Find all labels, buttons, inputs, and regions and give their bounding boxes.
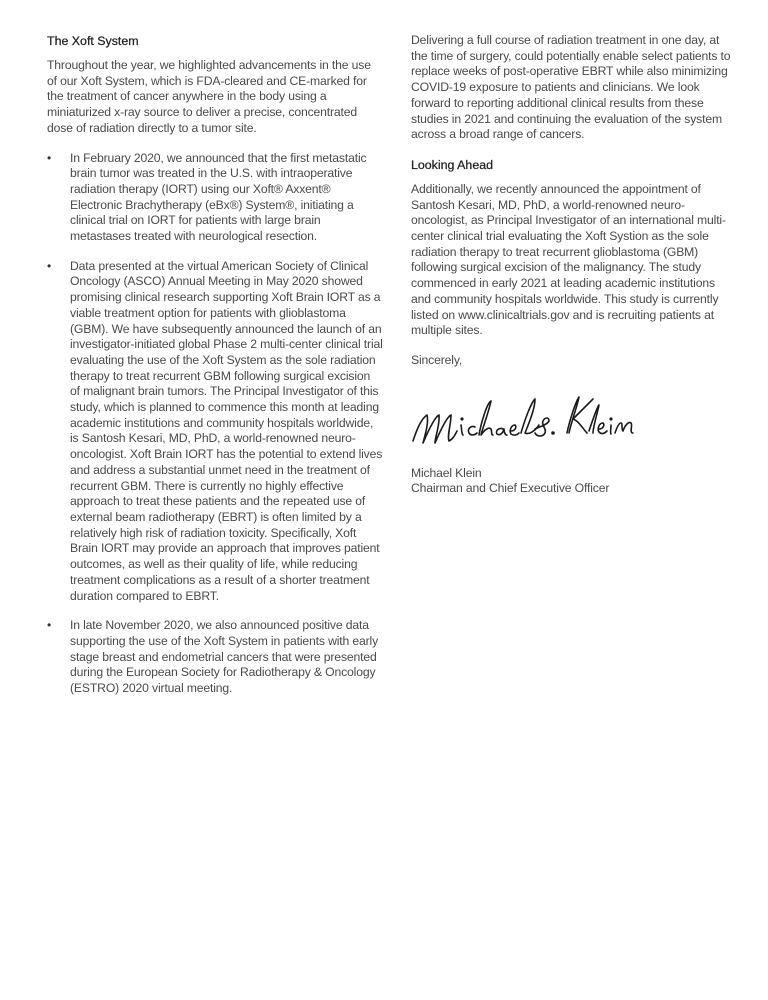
signer-name: Michael Klein xyxy=(411,465,482,480)
signature-image xyxy=(411,383,731,466)
section-heading-looking-ahead: Looking Ahead xyxy=(411,157,493,172)
looking-ahead-paragraph: Additionally, we recently announced the appointment of Santosh Kesari, MD, PhD, a world-renowned neuro-oncologist, as Principal Investigator of an international multi-center clinical trial evaluating the Xoft Systion as the sole radiation therapy to treat recurrent glioblastoma (GBM) following surgical excision of the malignancy. The study commenced in early 2021 at leading academic institutions and community hospitals worldwide. This study is currently listed on www.clinicaltrials.gov and is recruiting patients at multiple sites. xyxy=(411,181,726,338)
signer-title: Chairman and Chief Executive Officer xyxy=(411,481,610,496)
signature-icon xyxy=(407,389,637,449)
bullet-text: Data presented at the virtual American Society of Clinical Oncology (ASCO) Annual Meeting in May 2020 showed promising clinical research supporting Xoft Brain IORT as a viable treatment option for patients with glioblastoma (GBM). We have subsequently announced the launch of an investigator-initiated global Phase 2 multi-center clinical trial evaluating the use of the Xoft System as the sole radiation therapy to treat recurrent GBM following surgical excision of malignant brain tumors. The Principal Investigator of this study, which is planned to commence this month at leading academic institutions and community hospitals worldwide, is Santosh Kesari, MD, PhD, a world-renowned neuro-oncologist. Xoft Brain IORT has the potential to extend lives and address a substantial unmet need in the treatment of recurrent GBM. There is currently no highly effective approach to treat these patients and the repeated use of external beam radiotherapy (EBRT) is often limited by a relatively high risk of radiation toxicity. Specifically, Xoft Brain IORT may provide an approach that improves patient outcomes, as well as their quality of life, while reducing treatment complications as a result of a shorter treatment duration compared to EBRT. xyxy=(70,258,383,603)
continuation-paragraph: Delivering a full course of radiation treatment in one day, at the time of surgery, could potentially enable select patients to replace weeks of post-operative EBRT while also minimizing COVID-19 exposure to patients and clinicians. We look forward to reporting additional clinical results from these studies in 2021 and continuing the evaluation of the system across a broad range of cancers. xyxy=(411,33,731,142)
bullet-icon: • xyxy=(47,150,52,165)
bullet-icon: • xyxy=(47,258,52,273)
signoff: Sincerely, xyxy=(411,352,463,367)
list-item xyxy=(47,618,383,697)
right-column xyxy=(411,33,731,497)
section-heading-xoft-system: The Xoft System xyxy=(47,34,139,48)
left-column xyxy=(47,33,383,711)
bullet-icon: • xyxy=(47,618,52,633)
bullet-text: In February 2020, we announced that the first metastatic brain tumor was treated in the U.S. with intraoperative radiation therapy (IORT) using our Xoft® Axxent® Electronic Brachytherapy (eBx®) System®, initiating a clinical trial on IORT for patients with large brain metastases treated with neurological resection. xyxy=(70,150,367,244)
intro-paragraph: Throughout the year, we highlighted advancements in the use of our Xoft System, which is FDA-cleared and CE-marked for the treatment of cancer anywhere in the body using a miniaturized x-ray source to deliver a precise, concentrated dose of radiation directly to a tumor site. xyxy=(47,58,371,135)
bullet-list xyxy=(47,151,383,697)
list-item xyxy=(47,151,383,245)
bullet-text: In late November 2020, we also announced positive data supporting the use of the Xoft System in patients with early stage breast and endometrial cancers that were presented during the European Society for Radiotherapy & Oncology (ESTRO) 2020 virtual meeting. xyxy=(70,618,379,696)
list-item xyxy=(47,259,383,604)
